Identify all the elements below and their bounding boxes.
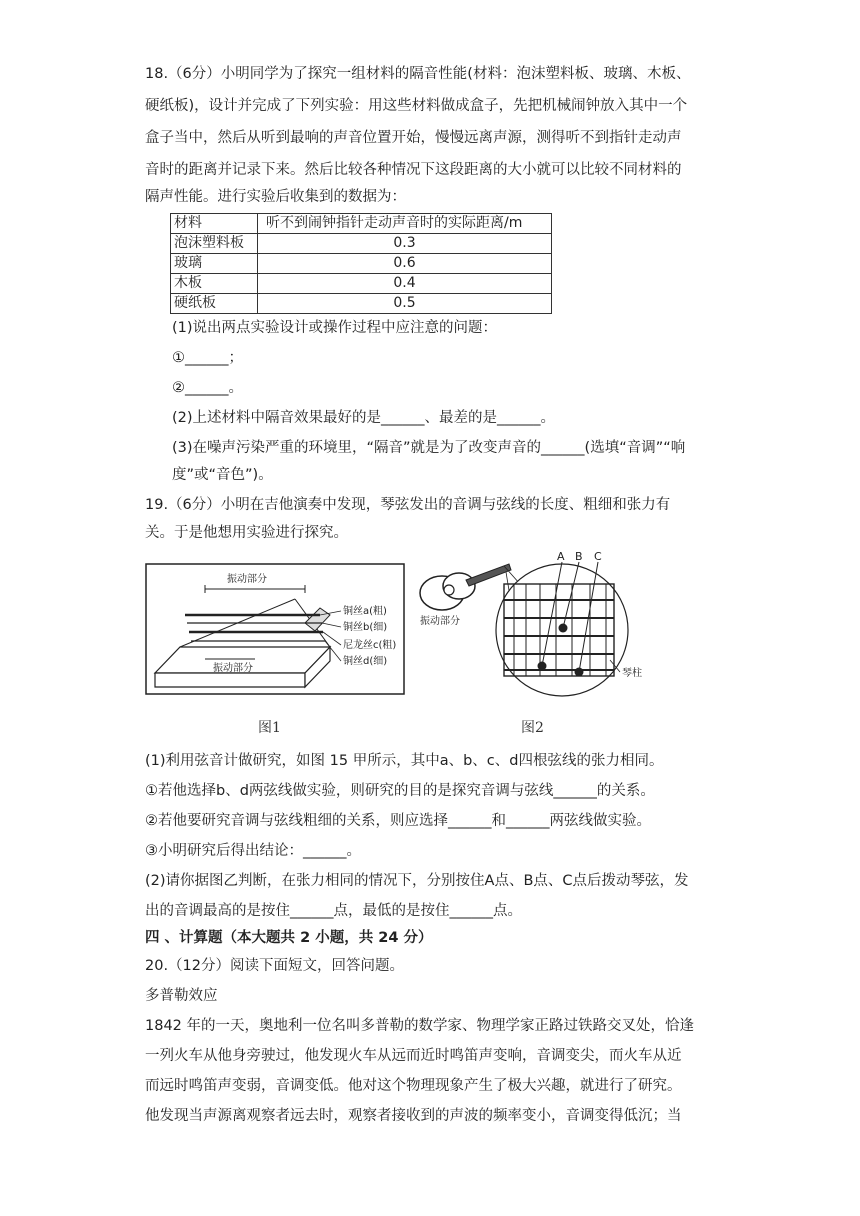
- q20-para-line-2: 一列火车从他身旁驶过，他发现火车从远而近时鸣笛声变响，音调变尖，而火车从近: [145, 1048, 682, 1064]
- q20-para-line-3: 而远时鸣笛声变弱，音调变低。他对这个物理现象产生了极大兴趣，就进行了研究。: [145, 1078, 682, 1094]
- q18-line-3: 盒子当中，然后从听到最响的声音位置开始，慢慢远离声源，测得听不到指针走动声: [145, 130, 682, 146]
- table-cell: 木板: [171, 274, 258, 294]
- fig1-wire-d: 铜丝d(细): [343, 656, 388, 667]
- table-cell: 0.3: [258, 234, 552, 254]
- table-cell: 泡沫塑料板: [171, 234, 258, 254]
- q19-line-1: 19.（6分）小明在吉他演奏中发现，琴弦发出的音调与弦线的长度、粗细和张力有: [145, 497, 671, 513]
- q18-line-2: 硬纸板)，设计并完成了下列实验：用这些材料做成盒子，先把机械闹钟放入其中一个: [145, 98, 688, 114]
- fig2-letter-c: C: [594, 550, 602, 563]
- q18-data-table: [170, 213, 552, 314]
- figure-2-guitar: [414, 548, 654, 708]
- q18-sub1a: ①______；: [172, 350, 243, 366]
- table-row: [171, 234, 552, 254]
- q20-para-line-4: 他发现当声源离观察者远去时，观察者接收到的声波的频率变小，音调变得低沉；当: [145, 1108, 682, 1124]
- q19-line-2: 关。于是他想用实验进行探究。: [145, 525, 348, 541]
- fig1-label-top: 振动部分: [227, 574, 267, 585]
- table-header-material: 材料: [171, 214, 258, 234]
- q18-sub3a: (3)在噪声污染严重的环境里，“隔音”就是为了改变声音的______(选填“音调”“响: [172, 440, 686, 456]
- table-cell: 硬纸板: [171, 294, 258, 314]
- figure-1-caption: 图1: [258, 720, 281, 736]
- section-heading: 四 、计算题（本大题共 2 小题，共 24 分）: [145, 930, 433, 946]
- table-row: [171, 294, 552, 314]
- q18-sub1: (1)说出两点实验设计或操作过程中应注意的问题：: [172, 320, 498, 336]
- q19-sub2b: 出的音调最高的是按住______点，最低的是按住______点。: [145, 903, 522, 919]
- fig1-wire-a: 铜丝a(粗): [343, 606, 387, 617]
- figure-2-caption: 图2: [521, 720, 544, 736]
- table-row: [171, 274, 552, 294]
- fig1-wire-b: 铜丝b(细): [343, 622, 388, 633]
- q20-title: 多普勒效应: [145, 988, 218, 1004]
- q18-line-4: 音时的距离并记录下来。然后比较各种情况下这段距离的大小就可以比较不同材料的: [145, 162, 682, 178]
- q20-line-1: 20.（12分）阅读下面短文，回答问题。: [145, 958, 405, 974]
- fig2-letter-b: B: [575, 550, 583, 563]
- q19-sub1a: ①若他选择b、d两弦线做实验，则研究的目的是探究音调与弦线______的关系。: [145, 783, 655, 799]
- q18-sub3b: 度”或“音色”)。: [172, 467, 273, 483]
- q20-para-line-1: 1842 年的一天，奥地利一位名叫多普勒的数学家、物理学家正路过铁路交叉处，恰逢: [145, 1018, 695, 1034]
- table-row: [171, 254, 552, 274]
- q18-line-5: 隔声性能。进行实验后收集到的数据为：: [145, 189, 406, 205]
- q18-sub1b: ②______。: [172, 380, 243, 396]
- q18-sub2: (2)上述材料中隔音效果最好的是______、最差的是______。: [172, 410, 556, 426]
- q18-line-1: 18.（6分）小明同学为了探究一组材料的隔音性能(材料：泡沫塑料板、玻璃、木板、: [145, 66, 691, 82]
- table-cell: 玻璃: [171, 254, 258, 274]
- figure-1-sonometer: [145, 563, 405, 703]
- q19-sub1c: ③小明研究后得出结论：______。: [145, 843, 361, 859]
- q19-sub1: (1)利用弦音计做研究，如图 15 甲所示，其中a、b、c、d四根弦线的张力相同。: [145, 753, 664, 769]
- q19-sub1b: ②若他要研究音调与弦线粗细的关系，则应选择______和______两弦线做实验。: [145, 813, 651, 829]
- table-header-distance: 听不到闹钟指针走动声音时的实际距离/m: [258, 214, 552, 234]
- fig1-label-bottom: 振动部分: [213, 663, 253, 674]
- fig2-label-peg: 琴柱: [622, 668, 642, 679]
- q19-sub2a: (2)请你据图乙判断，在张力相同的情况下，分别按住A点、B点、C点后拨动琴弦，发: [145, 873, 689, 889]
- table-header-row: [171, 214, 552, 234]
- fig2-letter-a: A: [557, 550, 565, 563]
- fig2-label-vibration: 振动部分: [420, 616, 460, 627]
- table-cell: 0.6: [258, 254, 552, 274]
- fig1-wire-c: 尼龙丝c(粗): [343, 640, 397, 651]
- table-cell: 0.5: [258, 294, 552, 314]
- table-cell: 0.4: [258, 274, 552, 294]
